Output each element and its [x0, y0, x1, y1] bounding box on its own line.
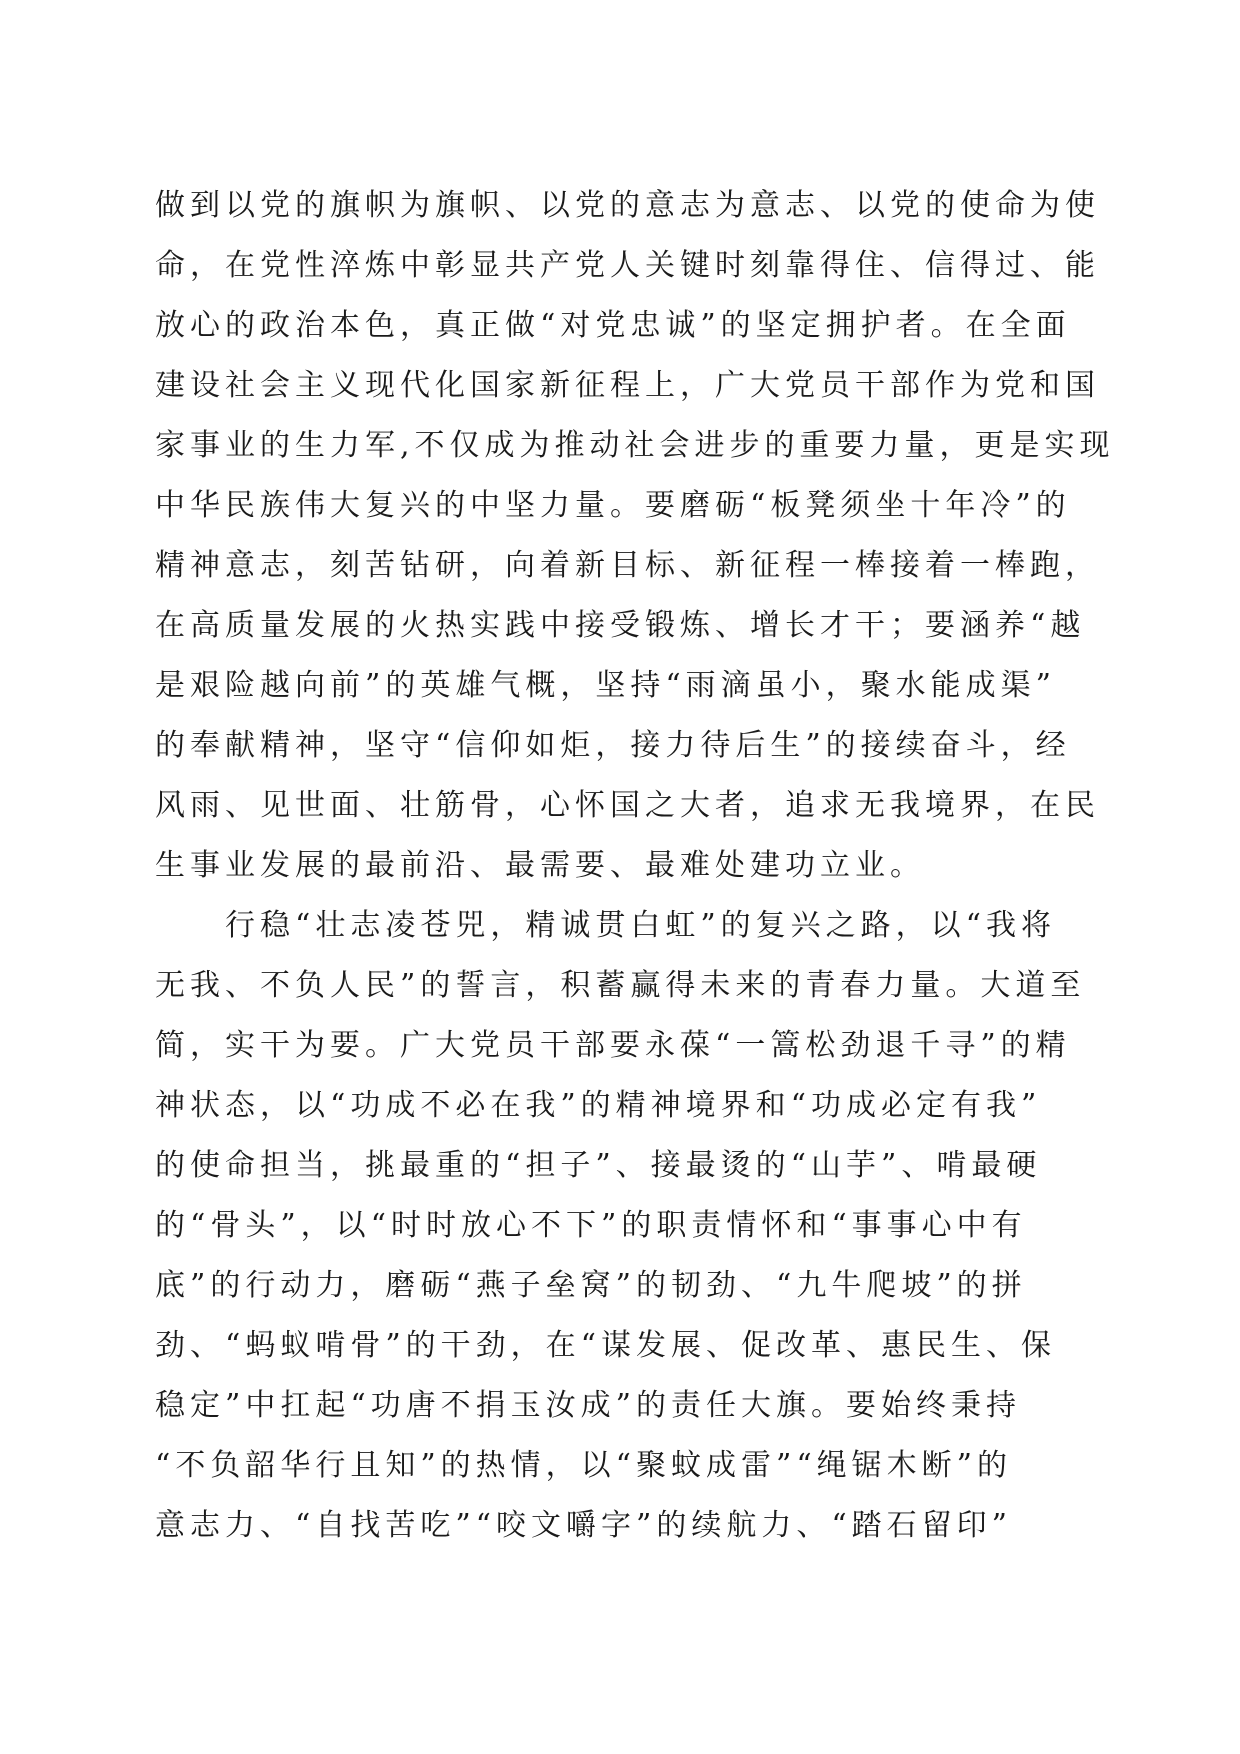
text-line: 精神意志，刻苦钻研，向着新目标、新征程一棒接着一棒跑， — [155, 548, 1100, 583]
text-line: 行稳“壮志凌苍兕，精诚贯白虹”的复兴之路，以“我将 — [225, 908, 1057, 943]
document-body — [155, 176, 1115, 1556]
text-line: 劲、“蚂蚁啃骨”的干劲，在“谋发展、促改革、惠民生、保 — [155, 1328, 1057, 1363]
text-line: 神状态，以“功成不必在我”的精神境界和“功成必定有我” — [155, 1088, 1042, 1123]
text-line: 放心的政治本色，真正做“对党忠诚”的坚定拥护者。在全面 — [155, 308, 1071, 343]
text-line: 底”的行动力，磨砺“燕子垒窝”的韧劲、“九牛爬坡”的拼 — [155, 1268, 1027, 1303]
text-line: 意志力、“自找苦吃”“咬文嚼字”的续航力、“踏石留印” — [155, 1508, 1013, 1543]
text-line: 是艰险越向前”的英雄气概，坚持“雨滴虽小，聚水能成渠” — [155, 668, 1057, 703]
paragraph-1 — [155, 176, 1115, 896]
text-line: 的使命担当，挑最重的“担子”、接最烫的“山芋”、啃最硬 — [155, 1148, 1042, 1183]
text-line: 稳定”中扛起“功唐不捐玉汝成”的责任大旗。要始终秉持 — [155, 1388, 1022, 1423]
text-line: 中华民族伟大复兴的中坚力量。要磨砺“板凳须坐十年冷”的 — [155, 488, 1071, 523]
text-line: 的奉献精神，坚守“信仰如炬，接力待后生”的接续奋斗，经 — [155, 728, 1071, 763]
text-line: 命，在党性淬炼中彰显共产党人关键时刻靠得住、信得过、能 — [155, 248, 1100, 283]
text-line: “不负韶华行且知”的热情，以“聚蚊成雷”“绳锯木断”的 — [155, 1448, 1013, 1483]
text-line: 风雨、见世面、壮筋骨，心怀国之大者，追求无我境界，在民 — [155, 788, 1100, 823]
paragraph-2 — [155, 896, 1085, 1556]
text-line: 无我、不负人民”的誓言，积蓄赢得未来的青春力量。大道至 — [155, 968, 1086, 1003]
text-line: 在高质量发展的火热实践中接受锻炼、增长才干；要涵养“越 — [155, 608, 1086, 643]
text-line: 做到以党的旗帜为旗帜、以党的意志为意志、以党的使命为使 — [155, 188, 1100, 223]
text-line: 建设社会主义现代化国家新征程上，广大党员干部作为党和国 — [155, 368, 1100, 403]
text-line: 简，实干为要。广大党员干部要永葆“一篙松劲退千寻”的精 — [155, 1028, 1071, 1063]
text-line: 生事业发展的最前沿、最需要、最难处建功立业。 — [155, 848, 925, 883]
text-line: 的“骨头”，以“时时放心不下”的职责情怀和“事事心中有 — [155, 1208, 1027, 1243]
text-line: 家事业的生力军,不仅成为推动社会进步的重要力量，更是实现 — [155, 428, 1115, 463]
